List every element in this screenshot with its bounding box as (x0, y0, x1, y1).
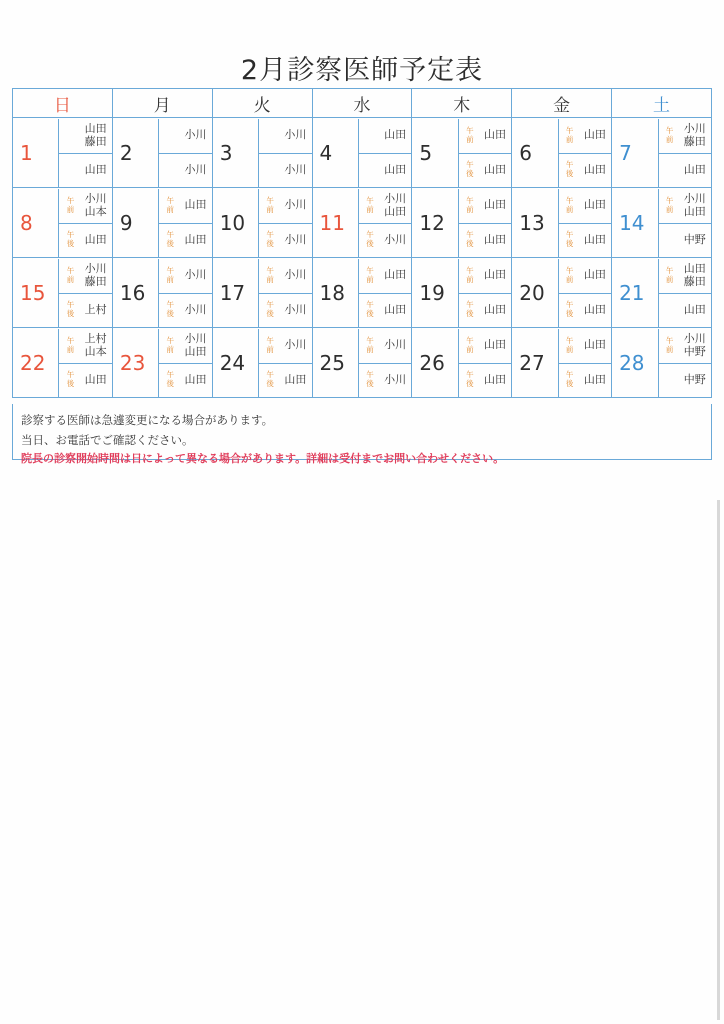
morning-slot (458, 189, 511, 223)
morning-slot (558, 329, 611, 363)
doctor-names: 小川 (284, 128, 307, 142)
day-slots (258, 329, 311, 397)
day-cell (212, 118, 312, 188)
doctor-names: 山田 (583, 198, 606, 212)
day-number: 17 (219, 280, 246, 305)
afternoon-label: 午 後 (466, 370, 474, 388)
day-cell (212, 188, 312, 258)
morning-label: 午 前 (366, 265, 374, 284)
morning-slot (558, 259, 611, 293)
day-slots (358, 329, 411, 397)
day-number: 22 (20, 350, 46, 375)
doctor-names: 小川 (184, 268, 207, 282)
morning-slot (158, 329, 211, 363)
afternoon-slot (658, 293, 711, 327)
doctor-names: 山田 (484, 338, 507, 352)
morning-slot (58, 259, 111, 293)
doctor-names: 山田 (683, 302, 706, 316)
morning-slot (58, 329, 111, 363)
note-line-2: 当日、お電話でご確認ください。 (21, 432, 194, 447)
day-cell (212, 258, 312, 328)
afternoon-label: 午 後 (466, 300, 474, 318)
morning-label: 午 前 (565, 125, 574, 144)
morning-label: 午 前 (66, 265, 75, 284)
day-cell (13, 118, 113, 188)
morning-slot (258, 189, 311, 223)
weekday-header-1: 月 (112, 89, 212, 118)
day-cell (412, 258, 512, 328)
morning-label: 午 前 (266, 195, 274, 214)
doctor-names: 山田 (484, 128, 507, 142)
doctor-names: 山田 (484, 162, 507, 176)
afternoon-label: 午 後 (66, 370, 75, 388)
day-cell-inner (313, 189, 412, 257)
day-slots (658, 329, 711, 397)
day-number: 6 (519, 140, 532, 165)
day-cell-inner (113, 119, 212, 187)
doctor-names: 山田 (384, 302, 407, 316)
morning-label: 午 前 (466, 125, 474, 144)
day-slots (458, 189, 511, 257)
morning-label: 午 前 (66, 335, 75, 354)
table-header (13, 89, 712, 118)
doctor-names: 山田 (484, 268, 507, 282)
day-cell-inner (412, 189, 511, 257)
day-cell (13, 258, 113, 328)
week-row (13, 188, 712, 258)
day-slots (58, 119, 111, 187)
morning-slot (558, 119, 611, 153)
doctor-names: 小川 (284, 302, 307, 316)
day-slots (158, 119, 211, 187)
morning-label: 午 前 (565, 265, 574, 284)
morning-label: 午 前 (166, 265, 175, 284)
day-number: 26 (419, 350, 445, 375)
doctor-names: 山田 (184, 372, 207, 386)
afternoon-slot (558, 293, 611, 327)
day-cell (312, 328, 412, 398)
day-cell-inner (412, 329, 511, 397)
doctor-names: 山田 (683, 162, 706, 176)
table-body (13, 118, 712, 398)
day-cell (312, 188, 412, 258)
doctor-names: 小川 山本 (84, 191, 107, 218)
day-number: 14 (619, 210, 645, 235)
afternoon-slot (658, 153, 711, 187)
day-cell-inner (512, 329, 611, 397)
doctor-names: 山田 藤田 (683, 261, 706, 288)
day-slots (58, 259, 111, 327)
doctor-names: 山田 (384, 268, 407, 282)
day-slots (158, 259, 211, 327)
day-number: 7 (619, 140, 632, 165)
doctor-names: 小川 山田 (184, 331, 207, 358)
day-cell-inner (213, 189, 312, 257)
doctor-names: 小川 山田 (683, 191, 706, 218)
afternoon-slot (458, 293, 511, 327)
morning-slot (158, 119, 211, 153)
doctor-names: 中野 (683, 232, 706, 246)
day-number: 20 (519, 280, 545, 305)
doctor-names: 山田 (384, 162, 407, 176)
afternoon-label: 午 後 (266, 300, 274, 318)
week-row (13, 328, 712, 398)
doctor-names: 山田 (583, 232, 606, 246)
day-cell (512, 328, 612, 398)
doctor-names: 小川 藤田 (683, 121, 706, 148)
afternoon-label: 午 後 (266, 230, 274, 248)
doctor-names: 小川 (284, 198, 307, 212)
afternoon-label: 午 後 (466, 230, 474, 248)
doctor-names: 山田 (583, 268, 606, 282)
day-cell (112, 188, 212, 258)
day-slots (58, 329, 111, 397)
day-slots (658, 189, 711, 257)
doctor-names: 小川 (384, 372, 407, 386)
morning-slot (58, 189, 111, 223)
day-number: 16 (119, 280, 146, 305)
afternoon-label: 午 後 (166, 300, 175, 318)
scan-edge-artifact (717, 500, 720, 1020)
morning-slot (658, 329, 711, 363)
morning-label: 午 前 (466, 265, 474, 284)
morning-slot (58, 119, 111, 153)
morning-slot (658, 259, 711, 293)
day-slots (558, 329, 611, 397)
morning-slot (258, 259, 311, 293)
afternoon-slot (58, 363, 111, 397)
day-slots (358, 189, 411, 257)
doctor-names: 山田 (484, 232, 507, 246)
weekday-header-row (13, 89, 712, 118)
afternoon-slot (258, 293, 311, 327)
day-cell-inner (213, 329, 312, 397)
day-number: 11 (319, 210, 345, 235)
morning-label: 午 前 (266, 335, 274, 354)
day-slots (558, 259, 611, 327)
afternoon-slot (358, 293, 411, 327)
day-cell (612, 258, 712, 328)
day-cell (312, 258, 412, 328)
day-cell-inner (612, 329, 711, 397)
morning-label: 午 前 (366, 335, 374, 354)
weekday-header-2: 火 (212, 89, 312, 118)
doctor-names: 山田 (484, 372, 507, 386)
doctor-names: 山田 藤田 (84, 121, 107, 148)
afternoon-label: 午 後 (66, 230, 75, 248)
doctor-names: 小川 (284, 162, 307, 176)
day-slots (258, 119, 311, 187)
morning-label: 午 前 (665, 195, 674, 214)
afternoon-label: 午 後 (565, 160, 574, 178)
doctor-names: 小川 (284, 338, 307, 352)
doctor-names: 小川 (384, 232, 407, 246)
doctor-names: 山田 (484, 198, 507, 212)
day-number: 21 (619, 280, 645, 305)
day-cell-inner (612, 189, 711, 257)
day-number: 3 (219, 140, 233, 165)
week-row (13, 118, 712, 188)
afternoon-label: 午 後 (466, 160, 474, 178)
day-number: 12 (419, 210, 445, 235)
doctor-names: 小川 (184, 302, 207, 316)
day-slots (158, 329, 211, 397)
day-cell (412, 188, 512, 258)
day-cell-inner (512, 189, 611, 257)
day-number: 19 (419, 280, 445, 305)
day-cell (512, 118, 612, 188)
day-slots (358, 119, 411, 187)
day-slots (258, 259, 311, 327)
afternoon-slot (258, 363, 311, 397)
afternoon-slot (358, 363, 411, 397)
doctor-names: 小川 中野 (683, 331, 706, 358)
morning-slot (658, 189, 711, 223)
afternoon-slot (58, 293, 111, 327)
day-cell (13, 328, 113, 398)
day-slots (158, 189, 211, 257)
doctor-names: 山田 (84, 162, 107, 176)
morning-label: 午 前 (665, 335, 674, 354)
day-number: 24 (219, 350, 246, 375)
day-cell (112, 258, 212, 328)
page-title: 2月診察医師予定表 (240, 55, 484, 86)
weekday-header-6: 土 (612, 89, 712, 118)
day-number: 10 (219, 210, 246, 235)
morning-slot (458, 259, 511, 293)
day-cell (412, 328, 512, 398)
day-cell (212, 328, 312, 398)
doctor-names: 山田 (184, 198, 207, 212)
afternoon-label: 午 後 (366, 370, 374, 388)
day-cell-inner (13, 259, 112, 327)
doctor-names: 山田 (583, 128, 606, 142)
day-number: 28 (619, 350, 645, 375)
calendar-container (12, 88, 712, 398)
morning-slot (358, 189, 411, 223)
doctor-names: 小川 (284, 232, 307, 246)
day-number: 4 (319, 140, 333, 165)
day-number: 25 (319, 350, 345, 375)
morning-label: 午 前 (166, 335, 175, 354)
afternoon-slot (558, 153, 611, 187)
doctor-names: 小川 (384, 338, 407, 352)
day-cell-inner (412, 119, 511, 187)
day-cell-inner (13, 329, 112, 397)
afternoon-slot (158, 363, 211, 397)
day-number: 9 (119, 210, 133, 235)
morning-label: 午 前 (266, 265, 274, 284)
morning-slot (358, 329, 411, 363)
day-cell (512, 188, 612, 258)
day-cell (612, 118, 712, 188)
morning-label: 午 前 (66, 195, 75, 214)
day-cell-inner (13, 189, 112, 257)
doctor-names: 山田 (583, 372, 606, 386)
day-slots (458, 119, 511, 187)
day-cell-inner (313, 329, 412, 397)
morning-label: 午 前 (565, 195, 574, 214)
afternoon-slot (458, 153, 511, 187)
morning-slot (358, 119, 411, 153)
note-line-3-warning: 院長の診察開始時間は日によって異なる場合があります。詳細は受付までお問い合わせください。 (21, 452, 505, 466)
morning-slot (458, 119, 511, 153)
day-cell-inner (612, 119, 711, 187)
doctor-names: 山田 (284, 372, 307, 386)
day-slots (358, 259, 411, 327)
day-slots (258, 189, 311, 257)
day-number: 8 (20, 210, 33, 235)
afternoon-slot (558, 223, 611, 257)
morning-label: 午 前 (366, 195, 374, 214)
morning-label: 午 前 (466, 335, 474, 354)
morning-slot (558, 189, 611, 223)
doctor-names: 山田 (84, 232, 107, 246)
day-cell (512, 258, 612, 328)
day-cell (312, 118, 412, 188)
day-number: 23 (119, 350, 146, 375)
doctor-names: 山田 (184, 232, 207, 246)
day-number: 15 (20, 280, 46, 305)
afternoon-label: 午 後 (565, 370, 574, 388)
day-cell-inner (213, 119, 312, 187)
afternoon-label: 午 後 (266, 370, 274, 388)
afternoon-slot (158, 293, 211, 327)
day-cell-inner (213, 259, 312, 327)
morning-slot (358, 259, 411, 293)
afternoon-slot (58, 223, 111, 257)
afternoon-slot (358, 153, 411, 187)
afternoon-slot (358, 223, 411, 257)
morning-slot (658, 119, 711, 153)
afternoon-slot (258, 153, 311, 187)
afternoon-label: 午 後 (166, 230, 175, 248)
day-cell-inner (412, 259, 511, 327)
doctor-names: 小川 山田 (384, 191, 407, 218)
afternoon-slot (658, 223, 711, 257)
afternoon-label: 午 後 (366, 230, 374, 248)
doctor-names: 山田 (484, 302, 507, 316)
week-row (13, 258, 712, 328)
day-cell (112, 118, 212, 188)
morning-label: 午 前 (665, 125, 674, 144)
morning-slot (258, 329, 311, 363)
day-number: 18 (319, 280, 345, 305)
doctor-names: 山田 (583, 338, 606, 352)
day-cell (13, 188, 113, 258)
morning-slot (158, 259, 211, 293)
morning-slot (258, 119, 311, 153)
doctor-names: 小川 藤田 (84, 261, 107, 288)
afternoon-label: 午 後 (366, 300, 374, 318)
day-cell-inner (113, 259, 212, 327)
day-cell-inner (612, 259, 711, 327)
doctor-names: 山田 (84, 372, 107, 386)
morning-label: 午 前 (166, 195, 175, 214)
schedule-table (12, 88, 712, 398)
day-slots (458, 259, 511, 327)
afternoon-slot (258, 223, 311, 257)
doctor-names: 小川 (184, 162, 207, 176)
afternoon-slot (58, 153, 111, 187)
morning-label: 午 前 (565, 335, 574, 354)
day-cell-inner (113, 189, 212, 257)
day-cell (612, 188, 712, 258)
notes-box (12, 404, 712, 466)
day-cell (112, 328, 212, 398)
afternoon-label: 午 後 (565, 230, 574, 248)
doctor-names: 山田 (583, 162, 606, 176)
day-number: 2 (119, 140, 133, 165)
afternoon-slot (458, 363, 511, 397)
day-slots (58, 189, 111, 257)
day-number: 1 (20, 140, 33, 165)
morning-label: 午 前 (665, 265, 674, 284)
day-number: 13 (519, 210, 545, 235)
day-slots (558, 119, 611, 187)
morning-slot (458, 329, 511, 363)
day-cell (412, 118, 512, 188)
afternoon-slot (158, 153, 211, 187)
doctor-names: 上村 (84, 302, 107, 316)
weekday-header-5: 金 (512, 89, 612, 118)
day-slots (658, 119, 711, 187)
day-slots (458, 329, 511, 397)
afternoon-slot (458, 223, 511, 257)
note-line-1: 診察する医師は急遽変更になる場合があります。 (21, 413, 274, 427)
weekday-header-4: 木 (412, 89, 512, 118)
doctor-names: 中野 (683, 372, 706, 386)
day-cell-inner (313, 259, 412, 327)
afternoon-label: 午 後 (565, 300, 574, 318)
doctor-names: 山田 (384, 128, 407, 142)
day-cell-inner (113, 329, 212, 397)
day-cell-inner (512, 119, 611, 187)
afternoon-label: 午 後 (66, 300, 75, 318)
day-cell (612, 328, 712, 398)
morning-label: 午 前 (466, 195, 474, 214)
afternoon-label: 午 後 (166, 370, 175, 388)
day-number: 5 (419, 140, 433, 165)
day-slots (658, 259, 711, 327)
afternoon-slot (658, 363, 711, 397)
weekday-header-3: 水 (312, 89, 412, 118)
day-cell-inner (313, 119, 412, 187)
doctor-names: 小川 (284, 268, 307, 282)
day-slots (558, 189, 611, 257)
morning-slot (158, 189, 211, 223)
day-number: 27 (519, 350, 545, 375)
afternoon-slot (558, 363, 611, 397)
afternoon-slot (158, 223, 211, 257)
day-cell-inner (512, 259, 611, 327)
doctor-names: 山田 (583, 302, 606, 316)
day-cell-inner (13, 119, 112, 187)
doctor-names: 小川 (184, 128, 207, 142)
doctor-names: 上村 山本 (84, 331, 107, 358)
weekday-header-0: 日 (13, 89, 113, 118)
